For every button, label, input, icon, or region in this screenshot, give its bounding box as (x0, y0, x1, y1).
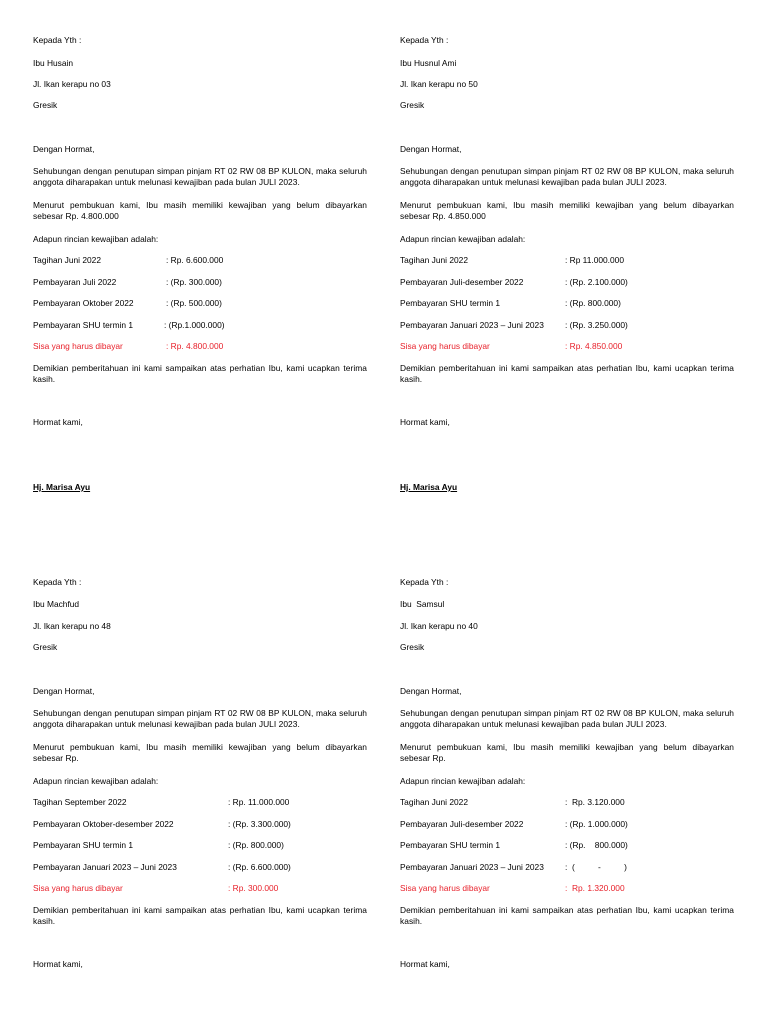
detail-label: Pembayaran Oktober-desember 2022 (33, 819, 174, 829)
signatory-name: Hj. Marisa Ayu (400, 482, 458, 492)
detail-value: : Rp. 6.600.000 (166, 255, 224, 265)
detail-value: : Rp. 11.000.000 (228, 797, 290, 807)
detail-label: Tagihan September 2022 (33, 797, 127, 807)
detail-label: Pembayaran SHU termin 1 (33, 840, 134, 850)
remaining-value: : Rp. 4.850.000 (565, 341, 623, 351)
remaining-value: : Rp. 300.000 (228, 883, 279, 893)
remaining-label: Sisa yang harus dibayar (400, 883, 490, 893)
detail-value: : (Rp. 500.000) (166, 298, 222, 308)
detail-label: Pembayaran Juli-desember 2022 (400, 819, 524, 829)
detail-label: Pembayaran SHU termin 1 (33, 320, 134, 330)
recipient-city: Gresik (33, 100, 58, 110)
detail-label: Tagihan Juni 2022 (400, 797, 468, 807)
intro-paragraph: Sehubungan dengan penutupan simpan pinjam RT 02 RW 08 BP KULON, maka seluruh anggota diharapakan untuk melunasi kewajiban pada bulan JULI 2023. (400, 166, 734, 187)
balance-paragraph: Menurut pembukuan kami, Ibu masih memiliki kewajiban yang belum dibayarkan sebesar Rp. (33, 742, 367, 763)
intro-paragraph: Sehubungan dengan penutupan simpan pinjam RT 02 RW 08 BP KULON, maka seluruh anggota diharapakan untuk melunasi kewajiban pada bulan JULI 2023. (33, 708, 367, 729)
regards: Hormat kami, (400, 417, 450, 427)
salutation: Dengan Hormat, (33, 686, 95, 696)
detail-label: Pembayaran Januari 2023 – Juni 2023 (400, 862, 544, 872)
closing-paragraph: Demikian pemberitahuan ini kami sampaikan atas perhatian Ibu, kami ucapkan terima kasih. (33, 905, 367, 926)
detail-label: Pembayaran Januari 2023 – Juni 2023 (400, 320, 544, 330)
recipient-city: Gresik (400, 100, 425, 110)
detail-value: : (Rp. 6.600.000) (228, 862, 291, 872)
detail-label: Pembayaran Januari 2023 – Juni 2023 (33, 862, 177, 872)
detail-label: Tagihan Juni 2022 (33, 255, 101, 265)
salutation: Dengan Hormat, (400, 686, 462, 696)
regards: Hormat kami, (33, 417, 83, 427)
remaining-label: Sisa yang harus dibayar (400, 341, 490, 351)
closing-paragraph: Demikian pemberitahuan ini kami sampaikan atas perhatian Ibu, kami ucapkan terima kasih. (400, 363, 734, 384)
detail-value: : Rp. 3.120.000 (565, 797, 625, 807)
salutation: Dengan Hormat, (400, 144, 462, 154)
detail-heading: Adapun rincian kewajiban adalah: (33, 776, 159, 786)
balance-paragraph: Menurut pembukuan kami, Ibu masih memiliki kewajiban yang belum dibayarkan sebesar Rp. 4.850.000 (400, 200, 734, 221)
detail-value: : (Rp. 2.100.000) (565, 277, 628, 287)
recipient-name: Ibu Samsul (400, 599, 445, 609)
signatory-name: Hj. Marisa Ayu (33, 482, 91, 492)
recipient-city: Gresik (400, 642, 425, 652)
detail-value: : (Rp.1.000.000) (164, 320, 225, 330)
detail-value: : ( - ) (565, 862, 627, 872)
detail-value: : Rp 11.000.000 (565, 255, 624, 265)
detail-value: : (Rp. 800.000) (565, 840, 628, 850)
detail-heading: Adapun rincian kewajiban adalah: (400, 776, 526, 786)
recipient-name: Ibu Husain (33, 58, 74, 68)
detail-value: : (Rp. 800.000) (565, 298, 621, 308)
detail-value: : (Rp. 800.000) (228, 840, 284, 850)
detail-heading: Adapun rincian kewajiban adalah: (400, 234, 526, 244)
kepada-line: Kepada Yth : (400, 577, 449, 587)
detail-value: : (Rp. 3.250.000) (565, 320, 628, 330)
regards: Hormat kami, (33, 959, 83, 969)
kepada-line: Kepada Yth : (33, 35, 82, 45)
recipient-name: Ibu Husnul Ami (400, 58, 457, 68)
detail-label: Tagihan Juni 2022 (400, 255, 468, 265)
recipient-address: Jl. Ikan kerapu no 50 (400, 79, 478, 89)
regards: Hormat kami, (400, 959, 450, 969)
balance-paragraph: Menurut pembukuan kami, Ibu masih memiliki kewajiban yang belum dibayarkan sebesar Rp. (400, 742, 734, 763)
closing-paragraph: Demikian pemberitahuan ini kami sampaikan atas perhatian Ibu, kami ucapkan terima kasih. (33, 363, 367, 384)
detail-label: Pembayaran SHU termin 1 (400, 298, 501, 308)
remaining-label: Sisa yang harus dibayar (33, 341, 123, 351)
remaining-label: Sisa yang harus dibayar (33, 883, 123, 893)
recipient-address: Jl. Ikan kerapu no 48 (33, 621, 111, 631)
intro-paragraph: Sehubungan dengan penutupan simpan pinjam RT 02 RW 08 BP KULON, maka seluruh anggota diharapakan untuk melunasi kewajiban pada bulan JULI 2023. (33, 166, 367, 187)
recipient-address: Jl. Ikan kerapu no 40 (400, 621, 478, 631)
detail-label: Pembayaran SHU termin 1 (400, 840, 501, 850)
detail-label: Pembayaran Oktober 2022 (33, 298, 134, 308)
detail-label: Pembayaran Juli 2022 (33, 277, 117, 287)
recipient-city: Gresik (33, 642, 58, 652)
detail-label: Pembayaran Juli-desember 2022 (400, 277, 524, 287)
remaining-value: : Rp. 1.320.000 (565, 883, 625, 893)
kepada-line: Kepada Yth : (33, 577, 82, 587)
balance-paragraph: Menurut pembukuan kami, Ibu masih memiliki kewajiban yang belum dibayarkan sebesar Rp. 4.800.000 (33, 200, 367, 221)
detail-value: : (Rp. 1.000.000) (565, 819, 628, 829)
detail-value: : (Rp. 3.300.000) (228, 819, 291, 829)
detail-heading: Adapun rincian kewajiban adalah: (33, 234, 159, 244)
detail-value: : (Rp. 300.000) (166, 277, 222, 287)
recipient-address: Jl. Ikan kerapu no 03 (33, 79, 111, 89)
closing-paragraph: Demikian pemberitahuan ini kami sampaikan atas perhatian Ibu, kami ucapkan terima kasih. (400, 905, 734, 926)
recipient-name: Ibu Machfud (33, 599, 80, 609)
intro-paragraph: Sehubungan dengan penutupan simpan pinjam RT 02 RW 08 BP KULON, maka seluruh anggota diharapakan untuk melunasi kewajiban pada bulan JULI 2023. (400, 708, 734, 729)
salutation: Dengan Hormat, (33, 144, 95, 154)
remaining-value: : Rp. 4.800.000 (166, 341, 224, 351)
kepada-line: Kepada Yth : (400, 35, 449, 45)
